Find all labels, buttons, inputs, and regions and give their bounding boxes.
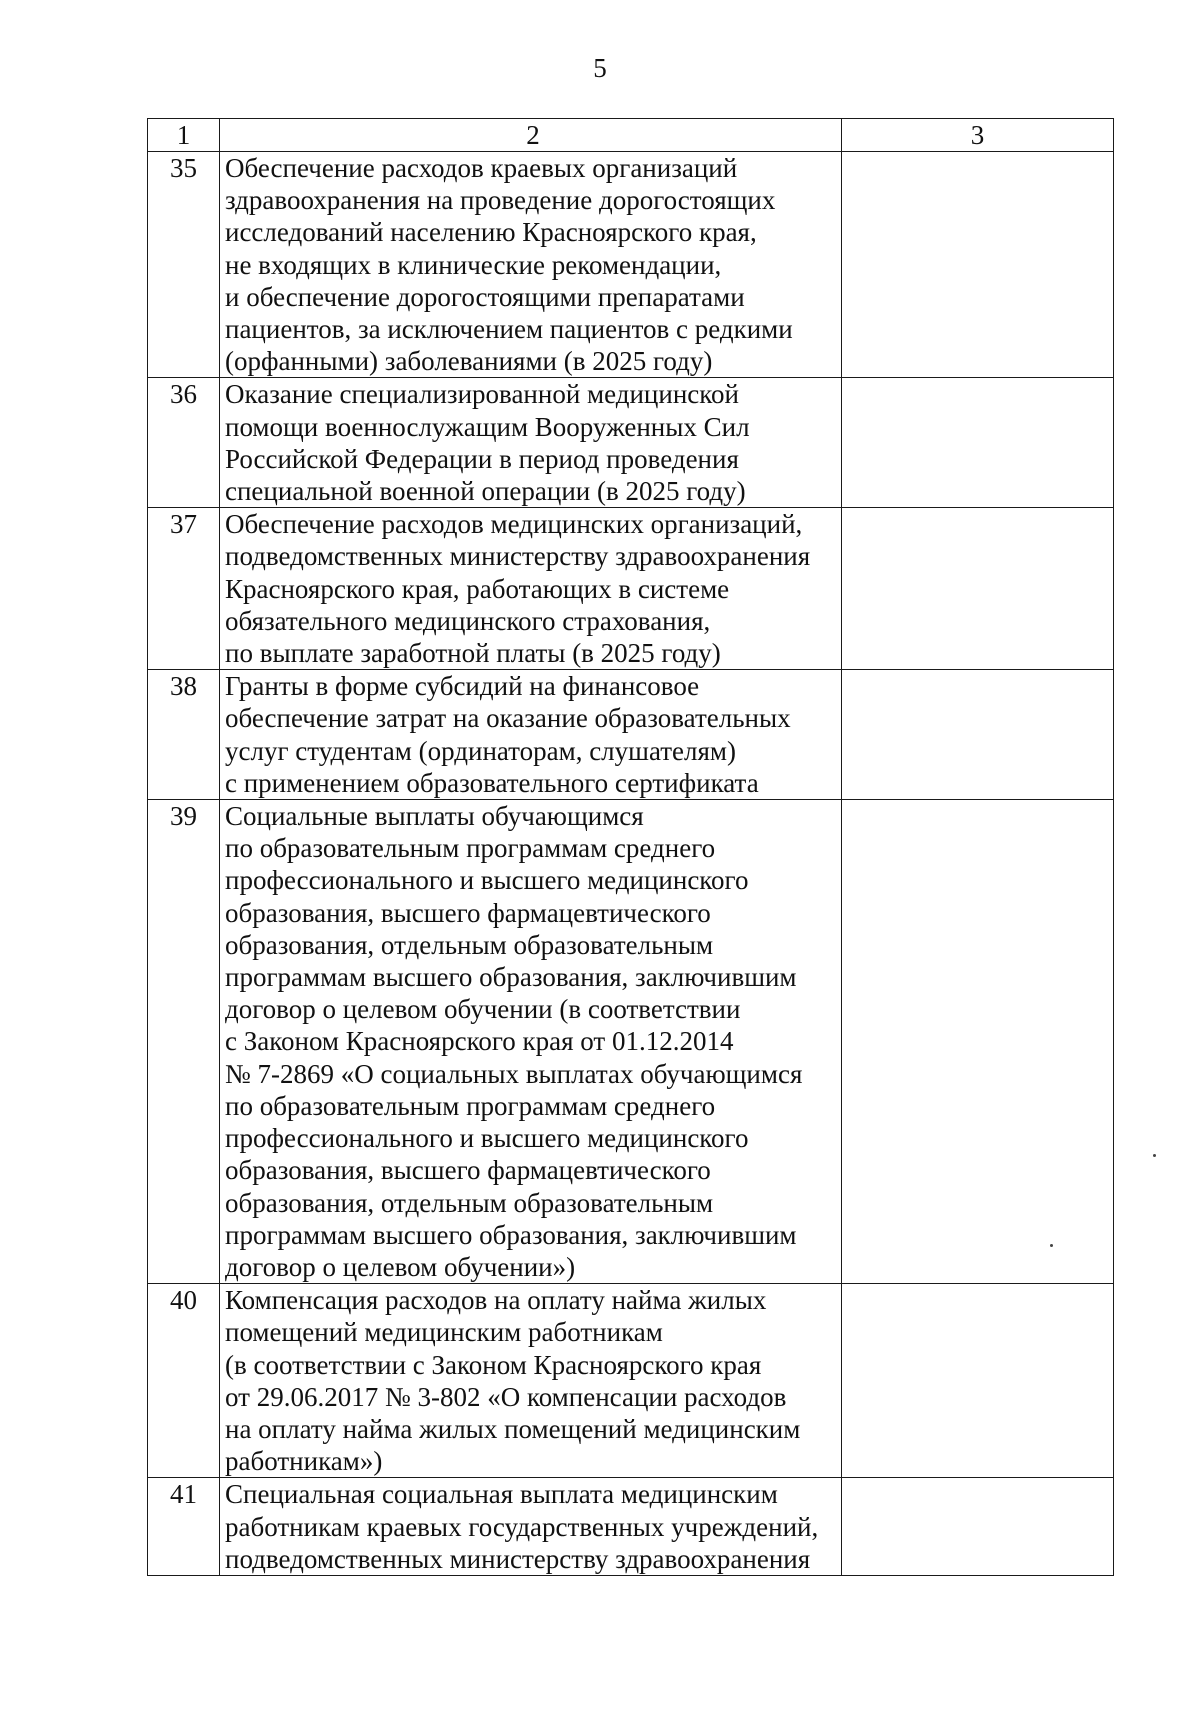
- row-number: 40: [148, 1284, 220, 1478]
- row-col3: [842, 152, 1114, 378]
- row-number: 36: [148, 378, 220, 508]
- row-number: 37: [148, 508, 220, 670]
- table-row: [148, 670, 1114, 800]
- table-row: [148, 152, 1114, 378]
- row-col3: [842, 378, 1114, 508]
- row-number: 35: [148, 152, 220, 378]
- row-description: Гранты в форме субсидий на финансовое обеспечение затрат на оказание образовательных услуг студентам (ординаторам, слушателям) с применением образовательного сертификата: [220, 670, 842, 800]
- header-col-2: 2: [220, 119, 842, 152]
- row-description: Социальные выплаты обучающимся по образовательным программам среднего профессионального и высшего медицинского образования, высшего фармацевтического образования, отдельным образовательным программам высшего образования, заключившим договор о целевом обучении (в соответствии с Законом Красноярского края от 01.12.2014 № 7-2869 «О социальных выплатах обучающимся по образовательным программам среднего профессионального и высшего медицинского образования, высшего фармацевтического образования, отдельным образовательным программам высшего образования, заключившим договор о целевом обучении»): [220, 800, 842, 1284]
- row-description: Обеспечение расходов медицинских организаций, подведомственных министерству здравоохранения Красноярского края, работающих в системе обязательного медицинского страхования, по выплате заработной платы (в 2025 году): [220, 508, 842, 670]
- table-header-row: [148, 119, 1114, 152]
- scan-speck: [1050, 1244, 1053, 1247]
- row-col3: [842, 800, 1114, 1284]
- header-col-3: 3: [842, 119, 1114, 152]
- row-description: Оказание специализированной медицинской помощи военнослужащим Вооруженных Сил Российской Федерации в период проведения специальной военной операции (в 2025 году): [220, 378, 842, 508]
- table-row: [148, 1284, 1114, 1478]
- table-row: [148, 1478, 1114, 1576]
- row-col3: [842, 1284, 1114, 1478]
- row-col3: [842, 508, 1114, 670]
- row-description: Компенсация расходов на оплату найма жилых помещений медицинским работникам (в соответствии с Законом Красноярского края от 29.06.2017 № 3-802 «О компенсации расходов на оплату найма жилых помещений медицинским работникам»): [220, 1284, 842, 1478]
- row-description: Обеспечение расходов краевых организаций здравоохранения на проведение дорогостоящих исследований населению Красноярского края, не входящих в клинические рекомендации, и обеспечение дорогостоящими препаратами пациентов, за исключением пациентов с редкими (орфанными) заболеваниями (в 2025 году): [220, 152, 842, 378]
- table-row: [148, 378, 1114, 508]
- row-number: 41: [148, 1478, 220, 1576]
- page-number: 5: [593, 53, 607, 83]
- row-col3: [842, 670, 1114, 800]
- row-description: Специальная социальная выплата медицинским работникам краевых государственных учреждений, подведомственных министерству здравоохранения: [220, 1478, 842, 1576]
- scan-speck: [1153, 1154, 1156, 1157]
- row-col3: [842, 1478, 1114, 1576]
- header-col-1: 1: [148, 119, 220, 152]
- measures-table: [147, 118, 1114, 1576]
- row-number: 38: [148, 670, 220, 800]
- table-row: [148, 508, 1114, 670]
- table-row: [148, 800, 1114, 1284]
- row-number: 39: [148, 800, 220, 1284]
